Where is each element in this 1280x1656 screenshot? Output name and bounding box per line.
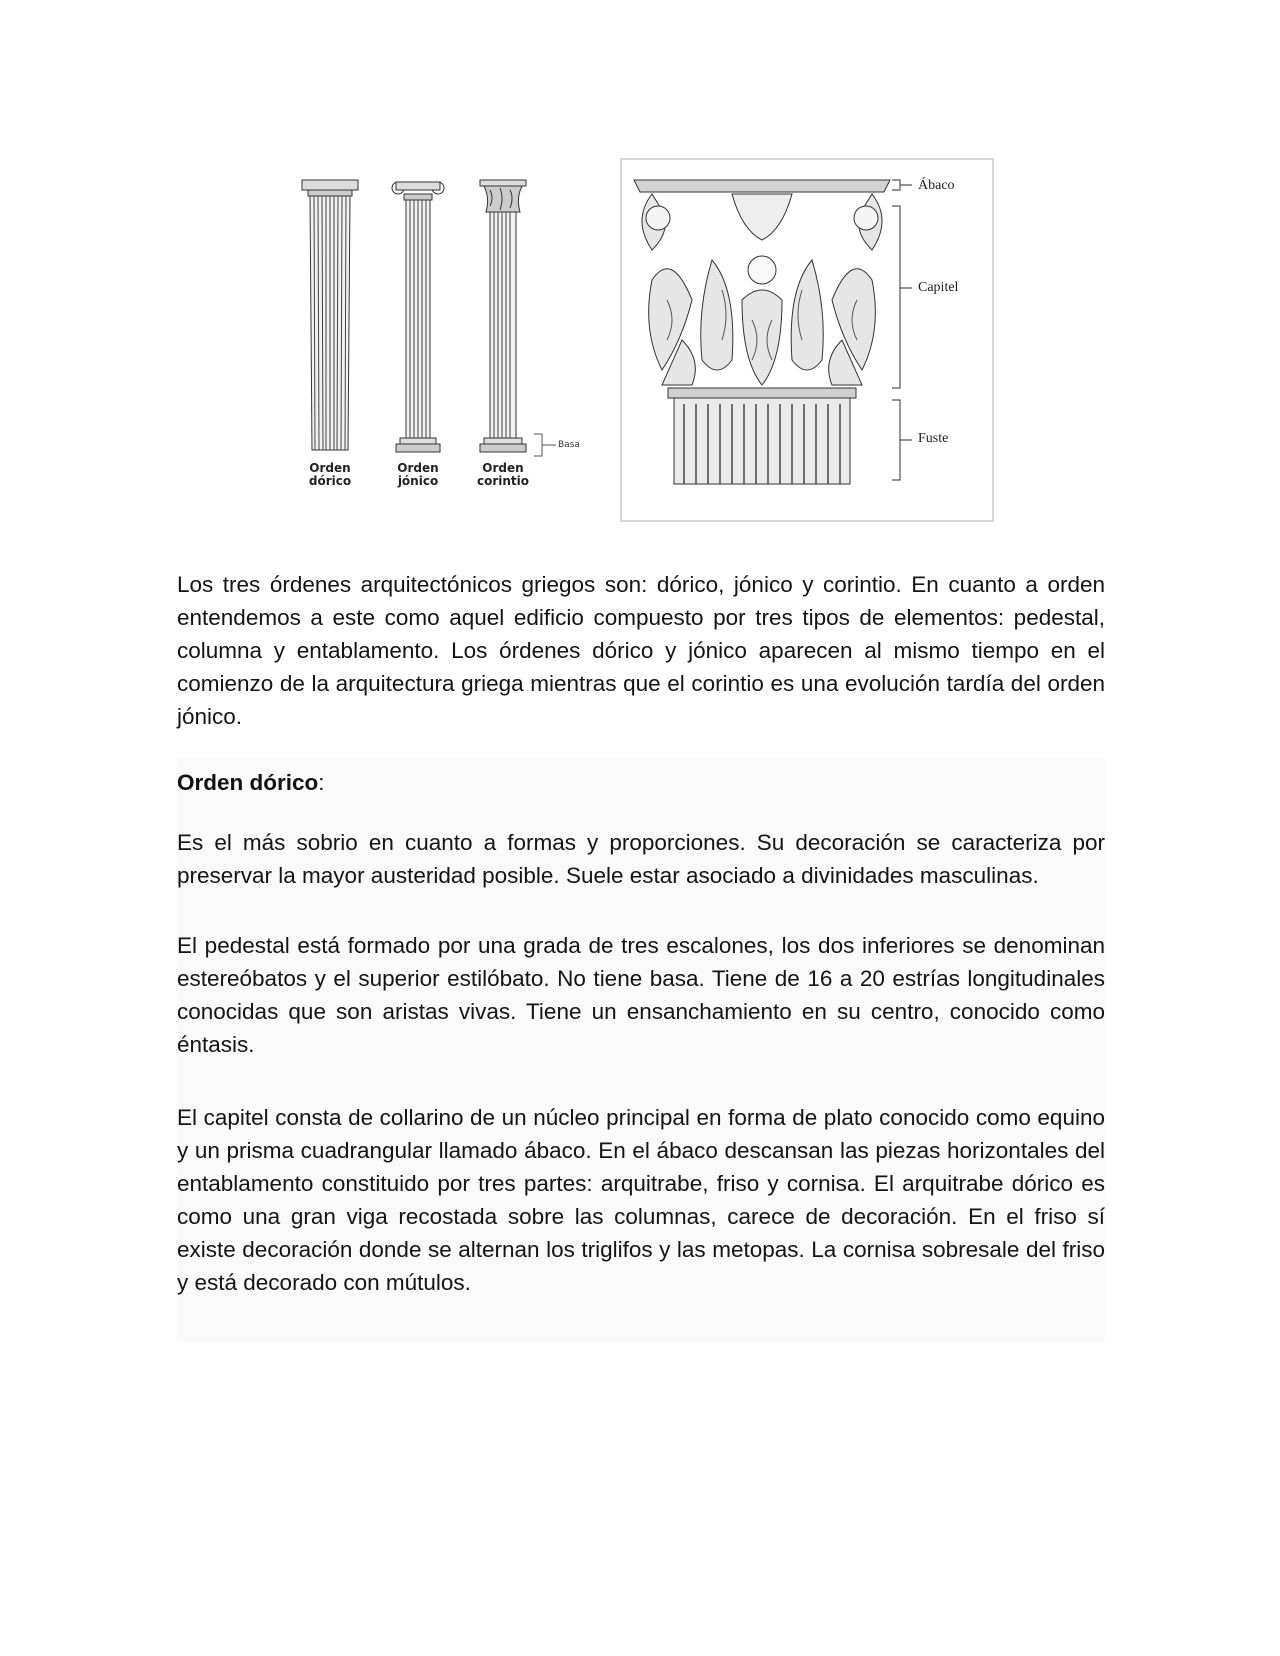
ionic-caption — [383, 462, 453, 488]
capital-drawing — [622, 160, 992, 520]
basa-bracket — [534, 434, 556, 456]
doric-column-drawing — [302, 180, 358, 450]
corinthian-capital-detail — [620, 158, 994, 522]
doric-paragraph-1: Es el más sobrio en cuanto a formas y proporciones. Su decoración se caracteriza por preservar la mayor austeridad posible. Suele estar asociado a divinidades masculinas. — [177, 830, 1105, 888]
doric-caption-line1: Orden — [309, 461, 351, 475]
abaco-label: Ábaco — [918, 178, 955, 193]
ionic-caption-line1: Orden — [397, 461, 439, 475]
doric-caption — [295, 462, 365, 488]
ionic-caption-line2: jónico — [397, 474, 439, 488]
doric-heading — [177, 766, 1105, 799]
corinthian-caption — [468, 462, 538, 488]
doric-paragraph-3: El capitel consta de collarino de un núcleo principal en forma de plato conocido como equino y un prisma cuadrangular llamado ábaco. En el ábaco descansan las piezas horizontales del entablamento constituido por tres partes: arquitrabe, friso y cornisa. El arquitrabe dórico es como una gran viga recostada sobre las columnas, carece de decoración. En el friso sí existe decoración donde se alternan los triglifos y las metopas. La cornisa sobresale del friso y está decorado con mútulos. — [177, 1105, 1105, 1295]
orders-figure — [300, 150, 1000, 520]
three-orders-illustration — [300, 150, 600, 520]
fuste-label: Fuste — [918, 431, 949, 446]
corinthian-caption-line2: corintio — [476, 474, 530, 488]
columns-drawing — [300, 150, 600, 470]
doric-heading-text: Orden dórico — [177, 770, 319, 795]
doric-caption-line2: dórico — [308, 474, 352, 488]
doric-heading-colon: : — [318, 770, 325, 795]
capitel-label: Capitel — [918, 280, 959, 295]
doric-section — [177, 758, 1105, 1342]
corinthian-caption-line1: Orden — [482, 461, 524, 475]
basa-label: Basa — [558, 440, 580, 450]
intro-block — [177, 568, 1105, 733]
corinthian-column-drawing — [480, 180, 526, 452]
ionic-column-drawing — [392, 182, 444, 452]
intro-paragraph: Los tres órdenes arquitectónicos griegos son: dórico, jónico y corintio. En cuanto a orden entendemos a este como aquel edificio compuesto por tres tipos de elementos: pedestal, columna y entablamento. Los órdenes dórico y jónico aparecen al mismo tiempo en el comienzo de la arquitectura griega mientras que el corintio es una evolución tardía del orden jónico. — [177, 572, 1105, 729]
doric-paragraph-2: El pedestal está formado por una grada de tres escalones, los dos inferiores se denominan estereóbatos y el superior estilóbato. No tiene basa. Tiene de 16 a 20 estrías longitudinales conocidas que son aristas vivas. Tiene un ensanchamiento en su centro, conocido como éntasis. — [177, 933, 1105, 1057]
